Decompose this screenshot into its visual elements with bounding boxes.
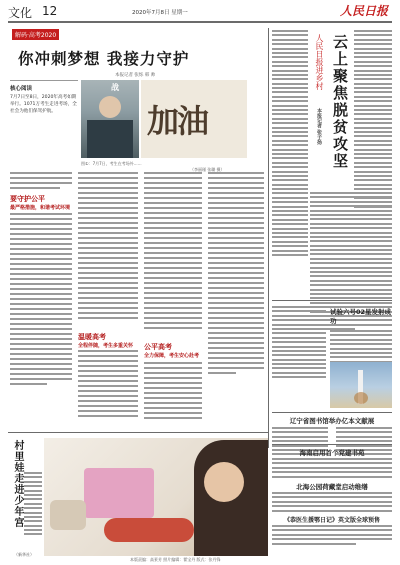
lead-photo-student: 战 [81, 80, 139, 158]
issue-date: 2020年7月8日 星期一 [132, 10, 188, 16]
satellite-photo [330, 362, 392, 408]
hainan-headline: 海南启用首个党建书苑 [299, 449, 365, 457]
subhead-2: 温暖高考 全程伴随，考生多重关怀 [78, 333, 134, 349]
subhead-3: 公平高考 全力保障，考生安心赴考 [144, 343, 200, 359]
satellite-headline: 试验六号02星发射成功 [330, 308, 392, 325]
right-top-text-a [272, 30, 308, 258]
lead-col-1-text-b [10, 213, 72, 388]
photo-signs-text: 加油 [147, 102, 208, 140]
masthead [8, 4, 392, 20]
diary-text [272, 525, 392, 547]
right-top-headline: 云上聚焦脱贫攻坚 [331, 34, 349, 170]
village-credit: （新华社） [14, 552, 34, 557]
red-yarn [104, 518, 194, 542]
page-footer: 本版责编：高景芳 照片编辑：翟宝丹 版式：张丹锋 [130, 557, 221, 562]
column-divider [268, 28, 269, 448]
pink-toy [84, 468, 154, 518]
beihai-headline: 北海公园荷藏堂启动维缮 [296, 483, 368, 491]
student-face [99, 96, 121, 118]
lead-byline: 本报记者 张烁 韩 帅 [115, 73, 156, 78]
lead-photo-signs [141, 80, 247, 158]
beihai-text [272, 492, 392, 514]
newspaper-logo: 人民日报 [339, 4, 388, 18]
core-reading-head: 核心阅读 [10, 86, 33, 92]
lead-tag: 解码·高考2020 [12, 29, 59, 40]
lead-headline: 你冲刺梦想 我接力守护 [18, 49, 190, 68]
core-reading-text: 7月7日至8日，2020年高考如期举行。1071万考生走进考场，全社会为他们保驾护航。 [10, 95, 77, 114]
hainan-text [272, 458, 392, 480]
lead-col-3-text [144, 172, 202, 332]
student-body [87, 120, 133, 158]
page-number: 12 [42, 4, 58, 18]
lead-bottom-rule [8, 432, 268, 433]
lead-col-4-text [208, 172, 264, 377]
lead-col-3-text-b [144, 362, 202, 422]
village-headline: 村里娃走进少年宫 [12, 440, 23, 528]
satellite-bottom-rule [272, 412, 392, 413]
satellite-text-a [272, 306, 326, 381]
right-bottom-rule [272, 444, 392, 445]
lead-col-2-text-b [78, 350, 138, 420]
masthead-rule [8, 21, 392, 23]
diary-headline: 《恭医生援鄂日记》英文版全球预售 [283, 517, 380, 524]
core-reading-box [10, 80, 78, 159]
subhead-1: 要守护公平 最严格措施，和谐考试环境 [10, 195, 71, 211]
child-face [204, 462, 244, 502]
right-top-bottom-rule [272, 300, 392, 301]
photo-credit: （李丽瑾 张璐 摄） [190, 167, 225, 172]
lead-col-1-text [10, 172, 72, 192]
right-top-text-b [354, 30, 392, 214]
photo-caption: 图①：7月7日，考生在考场外…… [81, 161, 142, 166]
village-text [24, 472, 42, 538]
section-label: 文化 [8, 6, 33, 20]
right-top-subtitle: 人民日报进乡村 [315, 34, 324, 90]
right-top-byline: 本报记者 张子扬 [316, 108, 322, 145]
liaoning-headline: 辽宁省图书馆举办亿本文献展 [289, 417, 375, 425]
village-photo [44, 438, 268, 556]
lead-col-2-text [78, 172, 138, 322]
